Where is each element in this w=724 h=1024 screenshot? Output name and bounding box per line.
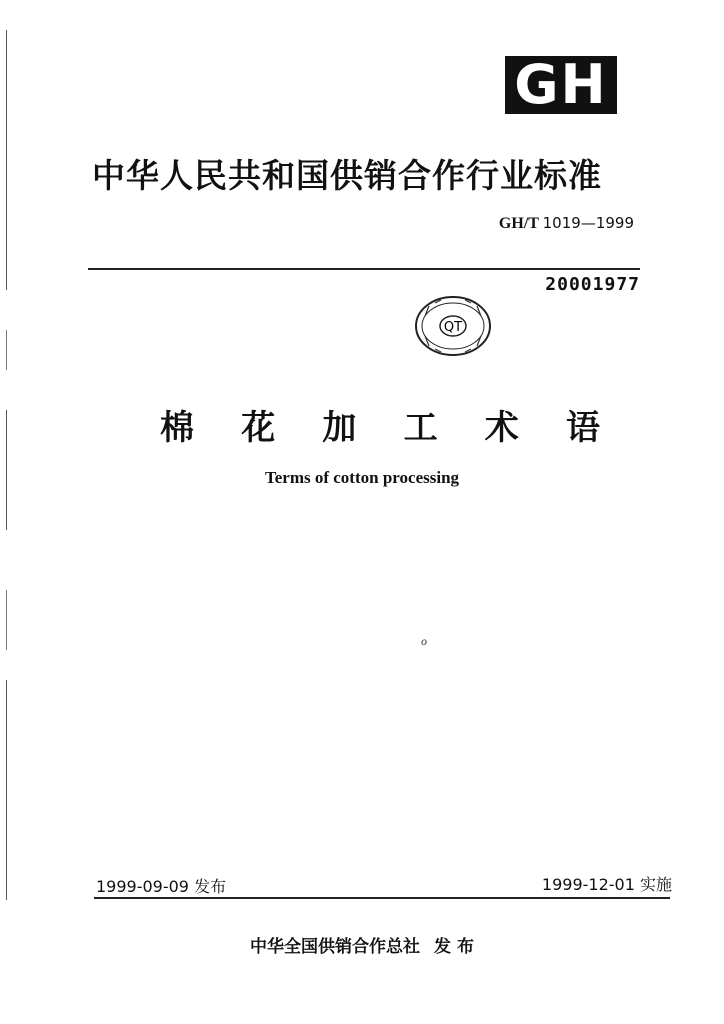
title-char: 棉	[160, 408, 194, 448]
bottom-divider	[94, 897, 670, 899]
standard-code-prefix: GH/T	[498, 215, 539, 232]
standard-documents-seal	[413, 294, 493, 358]
document-title-chinese	[160, 400, 600, 449]
title-char: 工	[403, 408, 438, 448]
publisher	[0, 932, 724, 957]
gh-logo: GH	[505, 56, 617, 114]
stray-scan-mark: o	[421, 634, 427, 648]
issue-date: 1999-09-09 发布	[96, 877, 227, 896]
standard-code	[499, 214, 634, 233]
seal-center-text: QT	[443, 320, 463, 335]
title-char: 术	[484, 408, 519, 448]
standard-code-number: 1019—1999	[542, 214, 634, 232]
title-char: 花	[241, 408, 276, 448]
document-title-english: Terms of cotton processing	[264, 468, 460, 487]
publisher-action: 发 布	[434, 937, 474, 957]
title-char: 语	[565, 408, 600, 448]
scan-edge-marks	[6, 30, 8, 1010]
organization-standard-title: 中华人民共和国供销合作行业标准	[92, 156, 602, 195]
archive-number: 20001977	[545, 274, 640, 295]
title-char: 加	[322, 408, 357, 448]
top-divider	[88, 268, 640, 270]
implementation-date: 1999-12-01 实施	[541, 875, 672, 894]
publisher-name: 中华全国供销合作总社	[250, 937, 421, 957]
